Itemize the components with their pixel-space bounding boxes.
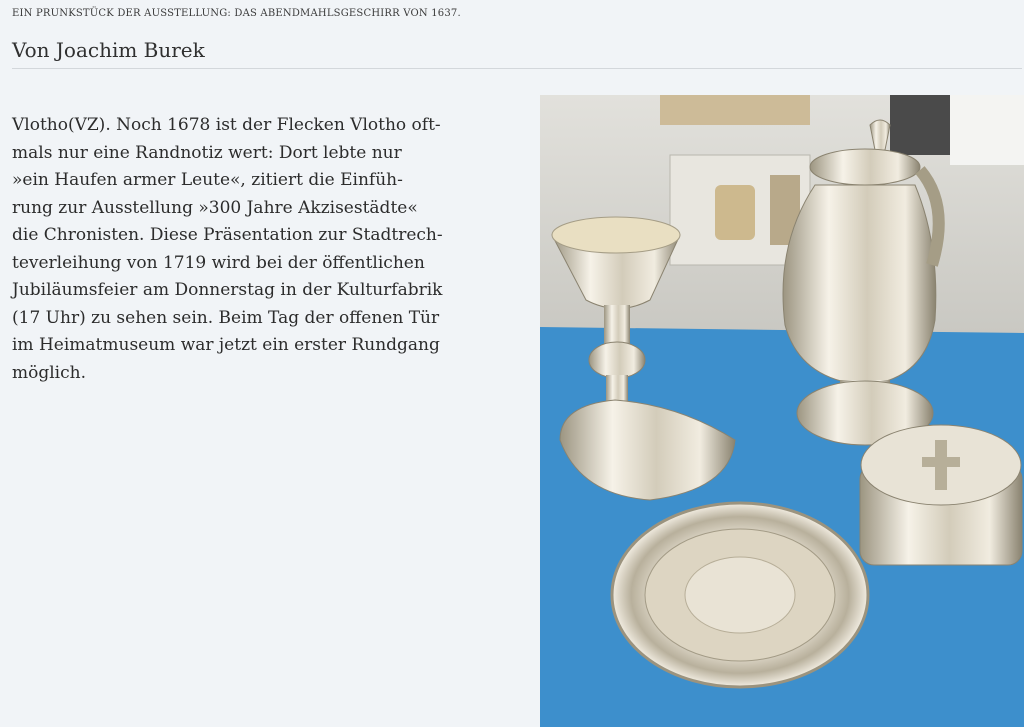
author-byline: Von Joachim Burek (12, 38, 205, 62)
body-line: teverleihung von 1719 wird bei der öffentlichen (12, 252, 425, 273)
body-line: möglich. (12, 362, 86, 383)
communion-silver-photo (540, 95, 1024, 727)
body-line: mals nur eine Randnotiz wert: Dort lebte nur (12, 142, 402, 163)
paten-plate (612, 503, 868, 687)
body-line: »ein Haufen armer Leute«, zitiert die Einfüh- (12, 170, 403, 190)
article-body (12, 112, 532, 387)
body-line: Vlotho(VZ). Noch 1678 ist der Flecken Vlotho oft- (12, 115, 441, 135)
background-chair (890, 95, 950, 155)
photo-illustration (540, 95, 1024, 727)
background-mug (715, 185, 755, 240)
divider (12, 68, 1022, 69)
body-line: (17 Uhr) zu sehen sein. Beim Tag der offenen Tür (12, 307, 440, 328)
photo-caption: EIN PRUNKSTÜCK DER AUSSTELLUNG: DAS ABENDMAHLSGESCHIRR VON 1637. (12, 8, 461, 19)
body-line: die Chronisten. Diese Präsentation zur Stadtrech- (12, 225, 443, 245)
wafer-box (860, 425, 1022, 565)
body-line: im Heimatmuseum war jetzt ein erster Rundgang (12, 335, 440, 355)
background-box (950, 95, 1024, 165)
shelf-books (660, 95, 810, 125)
body-line: Jubiläumsfeier am Donnerstag in der Kulturfabrik (12, 280, 443, 300)
body-line: rung zur Ausstellung »300 Jahre Akzisestädte« (12, 197, 418, 218)
